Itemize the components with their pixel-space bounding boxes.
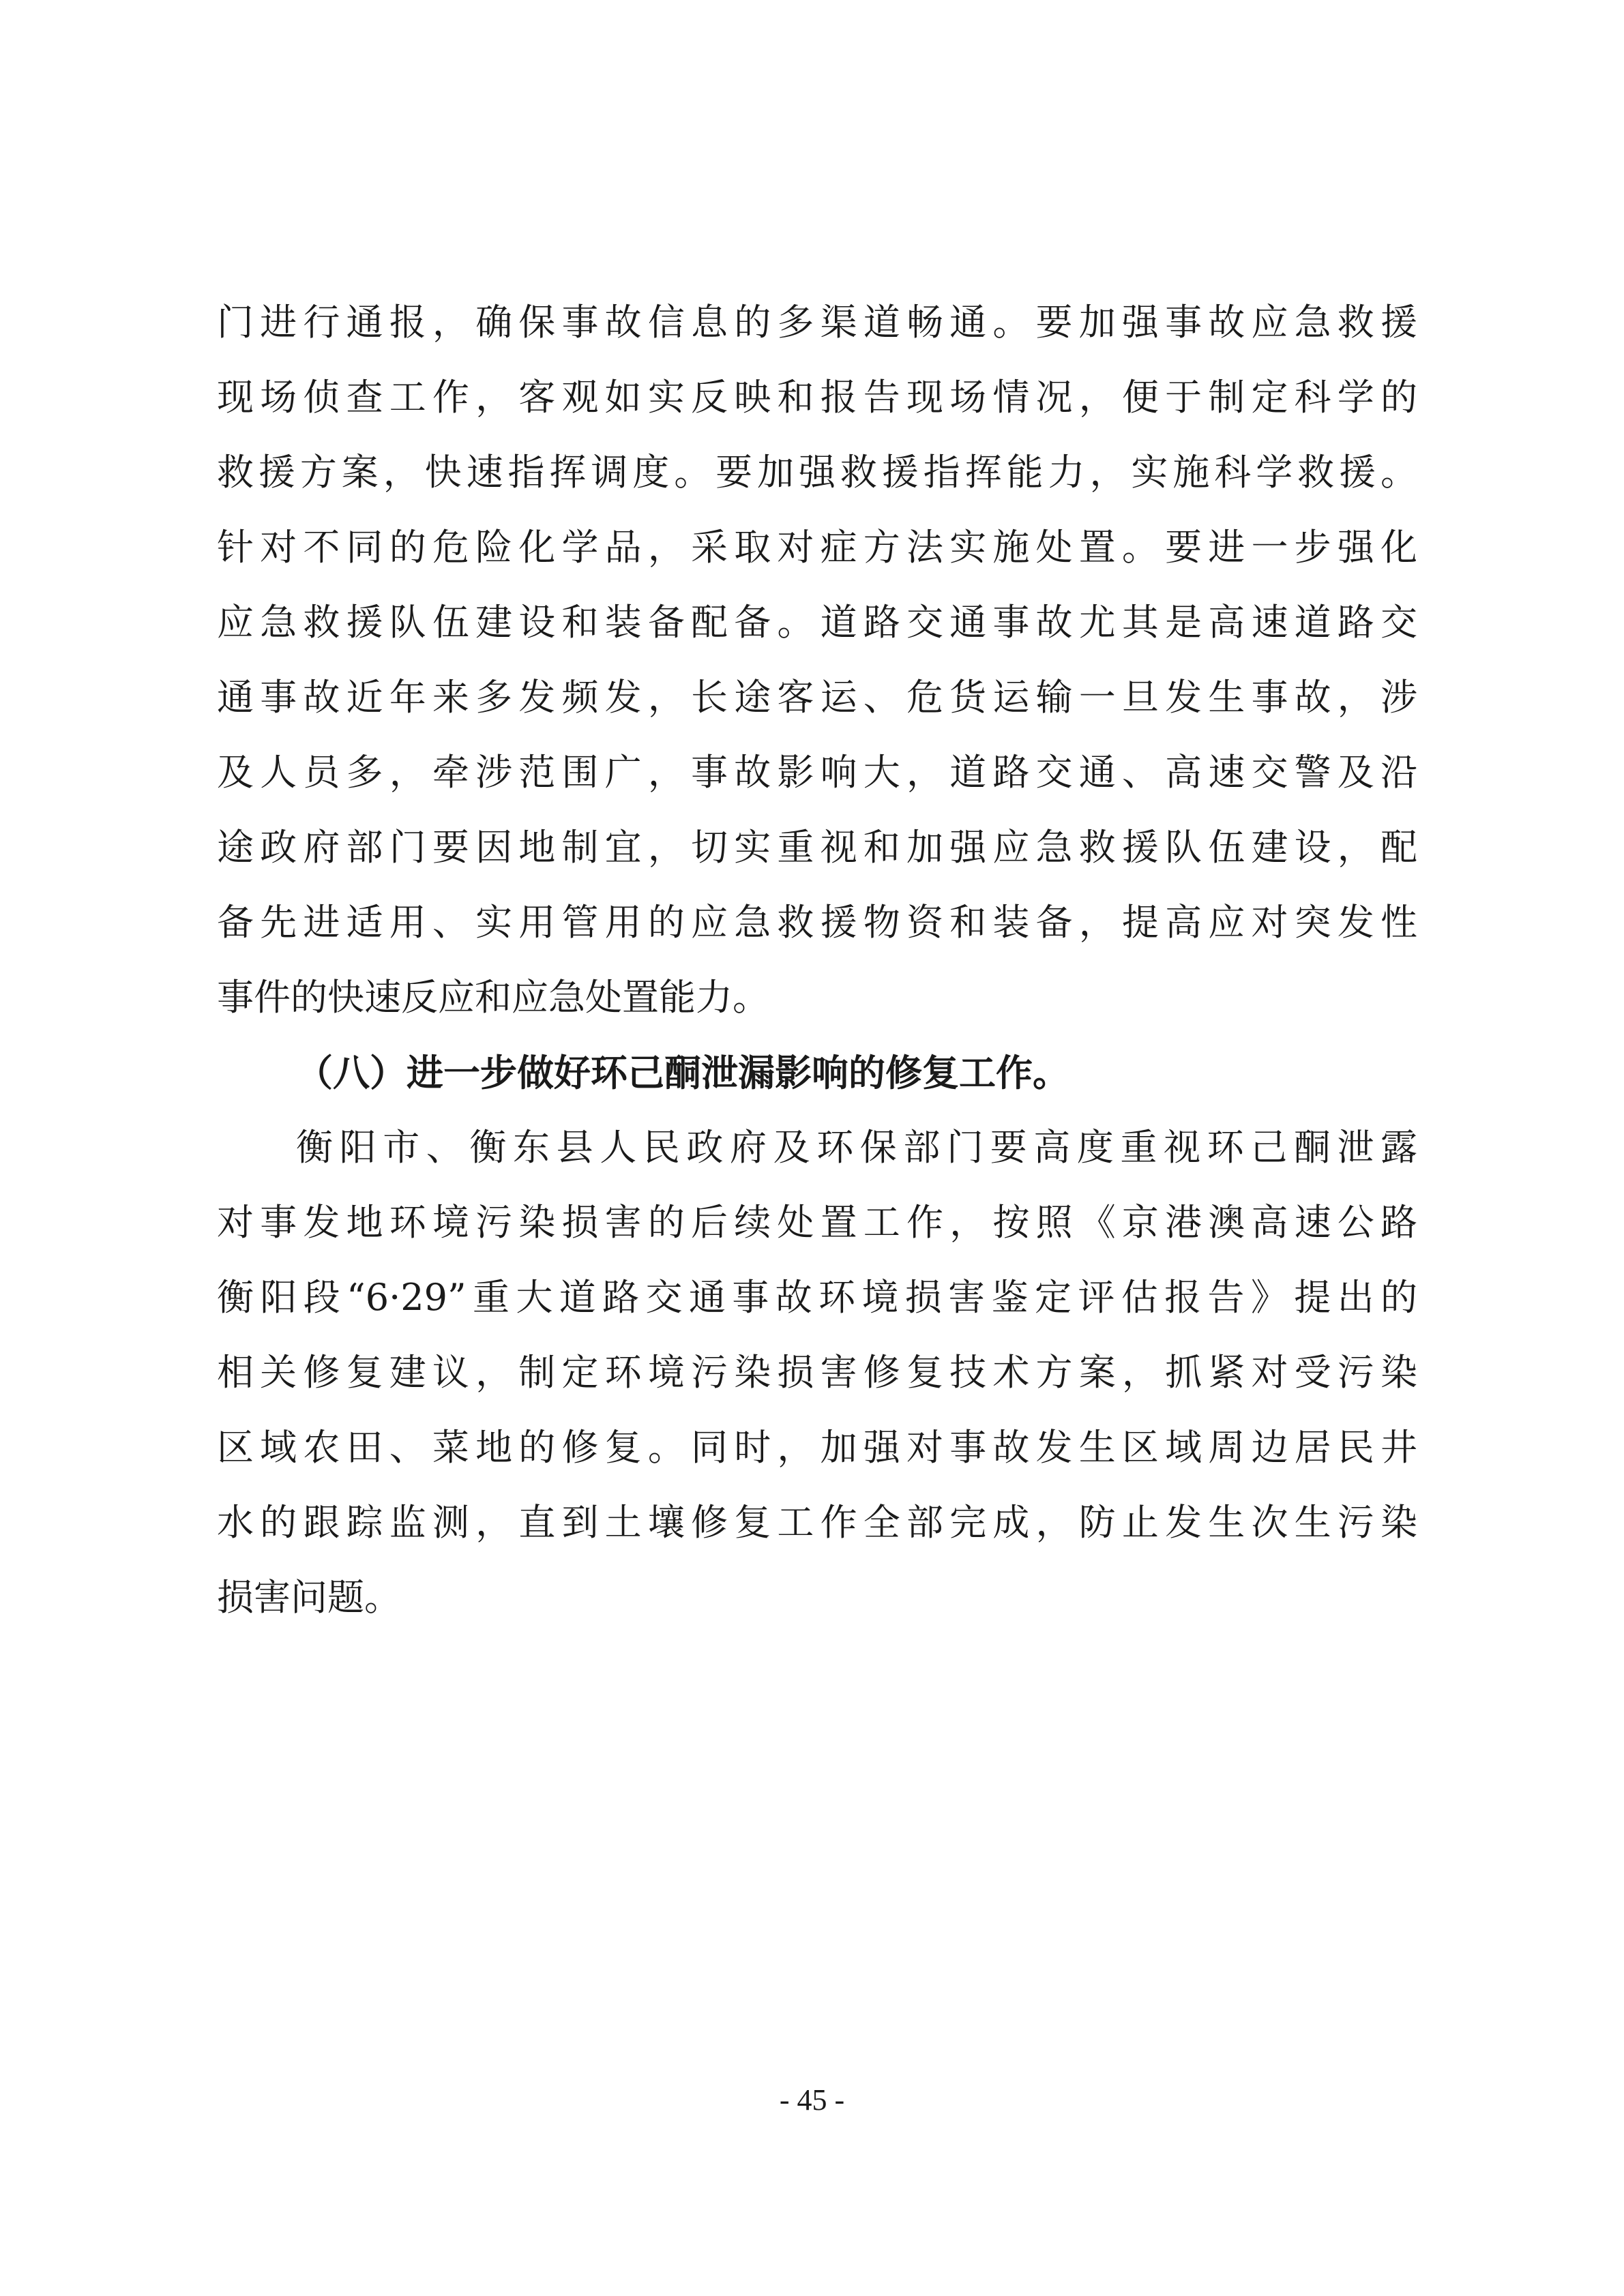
text-line: 备先进适用、实用管用的应急救援物资和装备，提高应对突发性 xyxy=(217,901,1417,944)
text-line: 现场侦查工作，客观如实反映和报告现场情况，便于制定科学的 xyxy=(217,376,1417,419)
text-line: 救援方案，快速指挥调度。要加强救援指挥能力，实施科学救援。 xyxy=(217,451,1417,494)
text-line: 途政府部门要因地制宜，切实重视和加强应急救援队伍建设，配 xyxy=(217,826,1417,869)
text-line: 损害问题。 xyxy=(217,1576,401,1619)
text-line: 衡阳市、衡东县人民政府及环保部门要高度重视环己酮泄露 xyxy=(296,1126,1417,1169)
text-line: 通事故近年来多发频发，长途客运、危货运输一旦发生事故，涉 xyxy=(217,676,1417,719)
text-line: 区域农田、菜地的修复。同时，加强对事故发生区域周边居民井 xyxy=(217,1426,1417,1469)
text-line: 事件的快速反应和应急处置能力。 xyxy=(217,976,769,1019)
text-line: 门进行通报，确保事故信息的多渠道畅通。要加强事故应急救援 xyxy=(217,301,1417,344)
section-heading: （八）进一步做好环己酮泄漏影响的修复工作。 xyxy=(296,1051,1069,1094)
text-line: 应急救援队伍建设和装备配备。道路交通事故尤其是高速道路交 xyxy=(217,601,1417,644)
text-line: 及人员多，牵涉范围广，事故影响大，道路交通、高速交警及沿 xyxy=(217,751,1417,794)
text-line: 水的跟踪监测，直到土壤修复工作全部完成，防止发生次生污染 xyxy=(217,1501,1417,1544)
page-number: - 45 - xyxy=(779,2083,845,2117)
text-line: 对事发地环境污染损害的后续处置工作，按照《京港澳高速公路 xyxy=(217,1201,1417,1244)
text-line: 相关修复建议，制定环境污染损害修复技术方案，抓紧对受污染 xyxy=(217,1351,1417,1394)
text-line: 衡阳段“6·29”重大道路交通事故环境损害鉴定评估报告》提出的 xyxy=(217,1276,1417,1319)
text-line: 针对不同的危险化学品，采取对症方法实施处置。要进一步强化 xyxy=(217,526,1417,569)
